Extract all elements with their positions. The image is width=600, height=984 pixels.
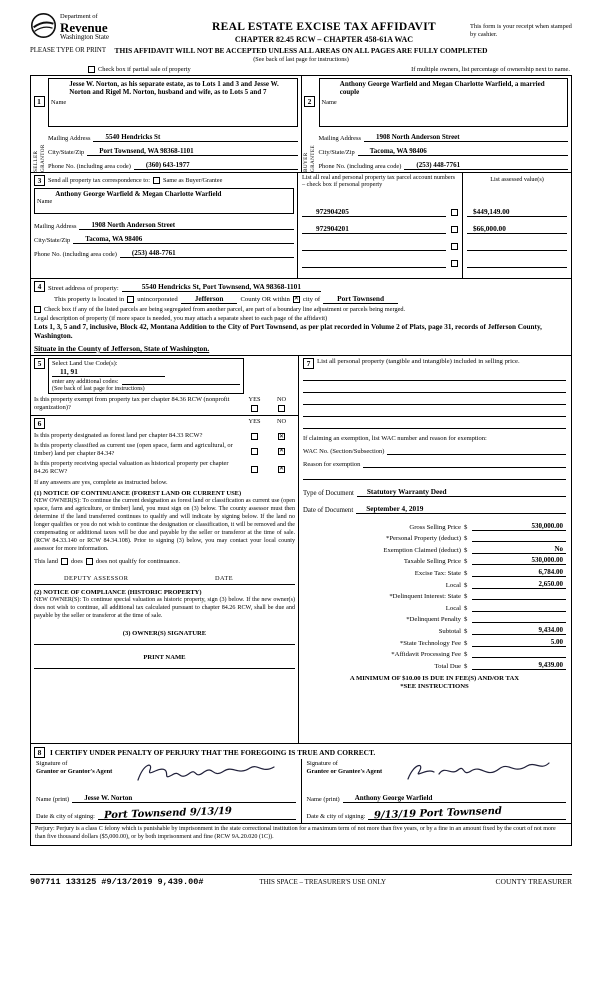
same-as-buyer-checkbox[interactable] <box>153 177 160 184</box>
money-row: Local $ 2,650.00 <box>303 577 566 589</box>
see-back-note: (See back of last page for instructions) <box>253 56 349 63</box>
tax-mailing-label: Mailing Address <box>34 223 77 230</box>
warning-row <box>30 46 572 55</box>
notice-1-body: NEW OWNER(S): To continue the current designation as forest land or classification as current use (open space, farm and agriculture, or timber) land, you must sign on (3) below. The county assessor must then determine if the land transferred continues to qualify and will indicate by signing below. If the land no longer qualifies or you do not wish to continue the designation or classification, it will be removed and the compensating or additional taxes will be due and payable by the seller or transferor at the time of sale. (RCW 84.33.140 or RCW 84.34.108). Prior to signing (3) below, you may contact your local county assessor for more information. <box>34 498 295 552</box>
additional-codes-input[interactable] <box>122 378 241 385</box>
assessed-value[interactable]: $449,149.00 <box>467 207 567 217</box>
grantee-date-city-value[interactable]: 9/13/19 Port Townsend <box>374 805 503 822</box>
buyer-name-box <box>319 78 569 127</box>
yes-header: YES <box>248 396 261 403</box>
grantor-signature[interactable] <box>132 760 296 790</box>
buyer-name-value[interactable]: Anthony George Warfield and Megan Charlotte Warfield, a married couple <box>339 80 545 97</box>
grantor-signature-block <box>31 759 301 823</box>
same-as-buyer-label: Same as Buyer/Grantee <box>162 177 223 184</box>
seller-mailing-value[interactable]: 5540 Hendricks St <box>93 133 297 142</box>
legal-description-label: Legal description of property (if more space is needed, you may attach a separate sheet to each page of the affidavit) <box>34 315 328 322</box>
personal-property-input-line[interactable] <box>303 417 566 429</box>
buyer-word: BUYER <box>303 152 309 172</box>
parcel-personal-checkbox[interactable] <box>451 243 458 250</box>
seller-csz-label: City/State/Zip <box>48 149 85 156</box>
forest-no-checkbox[interactable]: ✕ <box>278 432 285 440</box>
buyer-csz-value[interactable]: Tacoma, WA 98406 <box>358 147 568 156</box>
tax-name-value[interactable]: Anthony George Warfield & Megan Charlotte Warfield <box>55 190 222 198</box>
treasurer-space-label: THIS SPACE – TREASURER'S USE ONLY <box>259 877 387 886</box>
grantee-word: GRANTEE <box>310 144 316 172</box>
money-value[interactable]: 6,784.00 <box>472 568 566 577</box>
section-7 <box>298 356 571 743</box>
tax-csz-label: City/State/Zip <box>34 237 71 244</box>
street-address-label: Street address of property: <box>48 285 119 292</box>
section-4-number: 4 <box>34 281 45 292</box>
money-value[interactable] <box>472 591 566 600</box>
excise-tax-computation <box>303 519 566 670</box>
no-header: NO <box>276 418 287 425</box>
money-value[interactable]: 530,000.00 <box>472 522 566 531</box>
notice-2-title: (2) NOTICE OF COMPLIANCE (HISTORIC PROPERTY) <box>34 589 202 597</box>
parcel-personal-checkbox[interactable] <box>451 260 458 267</box>
dept-of-label: Department of <box>60 13 98 20</box>
county-value[interactable]: Jefferson <box>181 294 238 304</box>
buyer-phone-label: Phone No. (including area code) <box>318 163 402 170</box>
located-in-label: This property is located in <box>54 295 125 303</box>
money-row: *State Technology Fee $ 5.00 <box>303 635 566 647</box>
money-value[interactable] <box>472 614 566 623</box>
section-2-number: 2 <box>304 96 315 107</box>
buyer-strip <box>302 76 318 172</box>
no-header: NO <box>276 396 287 403</box>
parcel-number[interactable]: 972904201 <box>302 224 446 234</box>
city-checkbox[interactable]: ✕ <box>293 295 299 302</box>
land-use-box <box>48 358 244 394</box>
street-address-value[interactable]: 5540 Hendricks St, Port Townsend, WA 98368-1101 <box>122 282 321 292</box>
doc-date-label: Date of Document <box>303 507 354 514</box>
reason-for-exemption-input-line[interactable] <box>303 468 566 480</box>
grantee-signature[interactable] <box>403 760 567 790</box>
land-use-value[interactable]: 11, 91 <box>52 367 165 377</box>
tax-csz-value[interactable]: Tacoma, WA 98406 <box>73 235 294 244</box>
historic-no-checkbox[interactable]: ✕ <box>278 465 285 472</box>
please-type-or-print: PLEASE TYPE OR PRINT <box>30 47 106 54</box>
tax-name-box <box>34 188 294 214</box>
money-value[interactable]: No <box>472 545 566 554</box>
form-chapter: CHAPTER 82.45 RCW – CHAPTER 458-61A WAC <box>234 35 414 44</box>
seller-strip <box>31 76 47 172</box>
money-row: *Delinquent Interest: State $ <box>303 589 566 601</box>
legal-description-value[interactable]: Lots 1, 3, 5 and 7, inclusive, Block 42, Montana Addition to the City of Port Townsend, as per plat recorded in Volume 2 of Plats, page 31, records of Jefferson County, Washington. <box>34 323 542 340</box>
grantor-agent-label: Grantor or Grantor's Agent <box>36 768 113 775</box>
minimum-fee-note: A MINIMUM OF $10.00 IS DUE IN FEE(S) AND/OR TAX <box>349 674 520 682</box>
assessed-value[interactable]: $66,000.00 <box>467 224 567 234</box>
parties-row <box>31 76 571 173</box>
money-row: *Delinquent Penalty $ <box>303 612 566 624</box>
seller-name-label: Name <box>51 99 67 106</box>
grantee-name-value[interactable]: Anthony George Warfield <box>343 794 566 803</box>
personal-property-input-line[interactable] <box>303 381 566 393</box>
title-block <box>178 12 470 44</box>
print-name-line[interactable] <box>34 668 295 669</box>
owners-signature-line[interactable] <box>34 644 295 645</box>
partial-sale-label: Check box if partial sale of property <box>98 66 191 73</box>
personal-property-input-line[interactable] <box>303 369 566 381</box>
does-not-label: does not qualify for continuance. <box>95 558 180 566</box>
form-header <box>30 12 572 44</box>
unincorporated-label: unincorporated <box>137 295 178 303</box>
money-value[interactable]: 2,650.00 <box>472 580 566 589</box>
buyer-mailing-value[interactable]: 1908 North Anderson Street <box>364 133 568 142</box>
date-city-label: Date & city of signing: <box>36 813 95 820</box>
seller-name-value[interactable]: Jesse W. Norton, as his separate estate, as to Lots 1 and 3 and Jesse W. Norton and Rigel M. Norton, husband and wife, as to Lots 5 and 7 <box>69 80 279 97</box>
money-value[interactable]: 9,439.00 <box>472 661 566 670</box>
multiple-owners-note: If multiple owners, list percentage of ownership next to name. <box>411 66 570 73</box>
grantee-signature-icon <box>403 758 553 786</box>
personal-property-input-line[interactable] <box>303 393 566 405</box>
grantee-agent-label: Grantee or Grantee's Agent <box>306 768 383 775</box>
tax-correspondence-block <box>31 173 298 278</box>
seller-phone-label: Phone No. (including area code) <box>48 163 131 170</box>
grantor-name-value[interactable]: Jesse W. Norton <box>72 794 295 803</box>
tax-phone-label: Phone No. (including area code) <box>34 251 117 258</box>
seller-mailing-label: Mailing Address <box>48 135 91 142</box>
personal-property-label: List all personal property (tangible and intangible) included in selling price. <box>317 358 520 365</box>
money-value[interactable] <box>472 649 566 658</box>
middle-sections-row <box>31 356 571 744</box>
exempt-no-checkbox[interactable] <box>278 405 285 412</box>
section-8 <box>31 744 571 845</box>
print-name-heading: PRINT NAME <box>143 654 186 662</box>
certify-statement: I CERTIFY UNDER PENALTY OF PERJURY THAT THE FOREGOING IS TRUE AND CORRECT. <box>50 748 376 757</box>
land-use-label: Select Land Use Code(s): <box>52 360 118 367</box>
section-7-number: 7 <box>303 358 314 369</box>
see-back-note-2: (See back of last page for instructions) <box>52 386 145 392</box>
money-value[interactable] <box>472 533 566 542</box>
yes-header: YES <box>248 418 261 425</box>
section-5-number: 5 <box>34 358 45 369</box>
section-8-number: 8 <box>34 747 45 758</box>
name-print-label: Name (print) <box>36 796 70 803</box>
seller-phone-value[interactable]: (360) 643-1977 <box>134 161 298 170</box>
segregated-checkbox[interactable] <box>34 306 41 313</box>
exempt-question: Is this property exempt from property tax per chapter 84.36 RCW (nonprofit organization)? <box>34 396 230 411</box>
warning-text: THIS AFFIDAVIT WILL NOT BE ACCEPTED UNLESS ALL AREAS ON ALL PAGES ARE FULLY COMPLETED <box>114 46 488 55</box>
tax-phone-value[interactable]: (253) 448-7761 <box>120 249 294 258</box>
see-instructions-note: *SEE INSTRUCTIONS <box>400 682 469 690</box>
grantee-signature-block <box>301 759 572 823</box>
money-row: *Affidavit Processing Fee $ <box>303 647 566 659</box>
doc-type-label: Type of Document <box>303 490 354 497</box>
parcel-row <box>302 251 458 268</box>
city-of-label: city of <box>302 295 321 303</box>
assessed-values-header: List assessed value(s) <box>490 176 544 183</box>
form-title: REAL ESTATE EXCISE TAX AFFIDAVIT <box>212 21 436 33</box>
form-body <box>30 75 572 846</box>
section-4 <box>31 279 571 356</box>
money-row: Local $ <box>303 600 566 612</box>
additional-codes-label: enter any additional codes: <box>52 378 119 385</box>
doc-type-value[interactable]: Statutory Warranty Deed <box>357 487 566 497</box>
owners-signature-heading: (3) OWNER(S) SIGNATURE <box>122 630 207 638</box>
yes-no-header <box>241 418 295 425</box>
section-3 <box>31 173 571 279</box>
money-row: *Personal Property (deduct) $ <box>303 531 566 543</box>
county-or-label: County OR within <box>240 295 290 303</box>
parcel-row <box>302 234 458 251</box>
parcel-number[interactable] <box>302 267 446 268</box>
doc-date-value[interactable]: September 4, 2019 <box>356 504 566 514</box>
buyer-csz-label: City/State/Zip <box>318 149 355 156</box>
money-value[interactable] <box>472 603 566 612</box>
historic-question: Is this property receiving special valuation as historical property per chapter 84.26 RCW? <box>34 460 229 475</box>
current-use-no-checkbox[interactable]: ✕ <box>278 447 285 454</box>
buyer-phone-value[interactable]: (253) 448-7761 <box>404 161 568 170</box>
parcel-number[interactable]: 972904205 <box>302 207 446 217</box>
wac-number-label: WAC No. (Section/Subsection) <box>303 448 385 455</box>
money-value[interactable]: 5.00 <box>472 638 566 647</box>
segregated-label: Check box if any of the listed parcels are being segregated from another parcel, are part of a boundary line adjustment or parcels being merged. <box>44 306 406 313</box>
reason-for-exemption-label: Reason for exemption <box>303 461 361 468</box>
money-row: Exemption Claimed (deduct) $ No <box>303 542 566 554</box>
parcel-personal-checkbox[interactable] <box>451 209 458 216</box>
tax-name-label: Name <box>37 197 53 205</box>
does-not-checkbox[interactable] <box>86 558 93 565</box>
parcel-numbers-column <box>298 173 463 278</box>
partial-sale-checkbox[interactable] <box>88 66 95 73</box>
money-row: Excise Tax: State $ 6,784.00 <box>303 565 566 577</box>
money-row: Taxable Selling Price $ 530,000.00 <box>303 554 566 566</box>
date-label: DATE <box>215 575 234 583</box>
receipt-note: This form is your receipt when stamped by cashier. <box>470 23 572 38</box>
situate-line: Situate in the County of Jefferson, State of Washington. <box>34 344 210 353</box>
seller-word: SELLER <box>32 150 39 172</box>
divider-line <box>34 584 295 585</box>
signature-of-label: Signature of <box>306 760 338 767</box>
buyer-mailing-label: Mailing Address <box>318 135 361 142</box>
revenue-logo-icon <box>30 12 57 39</box>
tax-mailing-value[interactable]: 1908 North Anderson Street <box>79 221 294 230</box>
parcel-row <box>302 217 458 234</box>
forest-land-question: Is this property designated as forest land per chapter 84.33 RCW? <box>34 431 203 439</box>
parcel-header: List all real and personal property tax parcel account numbers – check box if personal property <box>302 174 456 189</box>
send-correspondence-label: Send all property tax correspondence to: <box>48 177 150 184</box>
section-1-seller <box>31 76 301 172</box>
name-print-label: Name (print) <box>306 796 340 803</box>
section-5 <box>31 356 298 416</box>
parcel-personal-checkbox[interactable] <box>451 226 458 233</box>
does-checkbox[interactable] <box>61 558 68 565</box>
section-3-number: 3 <box>34 175 45 186</box>
forest-yes-checkbox[interactable] <box>251 433 258 440</box>
date-city-label: Date & city of signing: <box>306 813 366 820</box>
notice-2-body: NEW OWNER(S): To continue special valuation as historic property, sign (3) below. If the new owner(s) does not wish to continue, all additional tax calculated pursuant to chapter 84.26 RCW, shall be due and payable by the seller or transferor at the time of sale. <box>34 597 295 620</box>
cashier-stamp: 907711 133125 #9/13/2019 9,439.00# <box>30 876 204 887</box>
assessed-values-column <box>463 173 571 278</box>
current-use-question: Is this property classified as current use (open space, farm and agricultural, or timber) land per chapter 84.34? <box>34 442 233 457</box>
buyer-grantee-side-label <box>303 107 316 172</box>
unincorporated-checkbox[interactable] <box>127 296 134 303</box>
current-use-yes-checkbox[interactable] <box>251 448 258 455</box>
revenue-wordmark: Revenue <box>60 19 108 35</box>
treasurer-footer <box>30 874 572 887</box>
money-value[interactable]: 530,000.00 <box>472 556 566 565</box>
exemption-note: If claiming an exemption, list WAC number and reason for exemption: <box>303 435 487 442</box>
grantor-signature-icon <box>132 758 282 786</box>
grantor-word: GRANTOR <box>39 144 46 172</box>
section-6 <box>31 416 298 743</box>
this-land-label: This land <box>34 558 58 566</box>
money-row: Subtotal $ 9,434.00 <box>303 623 566 635</box>
deputy-assessor-label: DEPUTY ASSESSOR <box>64 575 129 583</box>
seller-grantor-side-label <box>33 107 46 172</box>
section-1-number: 1 <box>34 96 45 107</box>
perjury-statement: Perjury: Perjury is a class C felony which is punishable by imprisonment in the state correctional institution for a maximum term of not more than five years, or by a fine in an amount fixed by the court of not more than five thousand dollars ($5,000.00), or by both imprisonment and fine (RCW 9A.20.020 (1C)). <box>31 823 571 845</box>
does-label: does <box>70 558 83 566</box>
seller-name-box <box>48 78 298 127</box>
assessed-value-row <box>467 217 567 234</box>
if-yes-note: If any answers are yes, complete as instructed below. <box>34 479 168 486</box>
dor-logo <box>30 12 178 41</box>
assessed-value-row <box>467 251 567 268</box>
pre-section-row <box>30 66 572 75</box>
assessed-value[interactable] <box>467 242 567 251</box>
section-6-number: 6 <box>34 418 45 429</box>
section-2-buyer <box>301 76 572 172</box>
seller-csz-value[interactable]: Port Townsend, WA 98368-1101 <box>87 147 297 156</box>
signature-of-label: Signature of <box>36 760 68 767</box>
money-row: Gross Selling Price $ 530,000.00 <box>303 519 566 531</box>
historic-yes-checkbox[interactable] <box>251 466 258 473</box>
washington-state-label: Washington State <box>60 32 110 41</box>
assessed-value-row <box>467 200 567 217</box>
grantor-date-city-value[interactable]: Port Townsend 9/13/19 <box>103 805 233 822</box>
personal-property-input-line[interactable] <box>303 405 566 417</box>
county-treasurer-label: COUNTY TREASURER <box>495 877 572 887</box>
exempt-yes-checkbox[interactable] <box>251 405 258 412</box>
money-value[interactable]: 9,434.00 <box>472 626 566 635</box>
assessed-value-row <box>467 234 567 251</box>
city-value[interactable]: Port Townsend <box>323 294 398 304</box>
yes-no-header <box>241 396 295 403</box>
notice-1-title: (1) NOTICE OF CONTINUANCE (FOREST LAND OR CURRENT USE) <box>34 490 242 497</box>
money-row: Total Due $ 9,439.00 <box>303 658 566 670</box>
parcel-row <box>302 200 458 217</box>
assessed-value[interactable] <box>467 259 567 268</box>
buyer-name-label: Name <box>321 99 337 106</box>
